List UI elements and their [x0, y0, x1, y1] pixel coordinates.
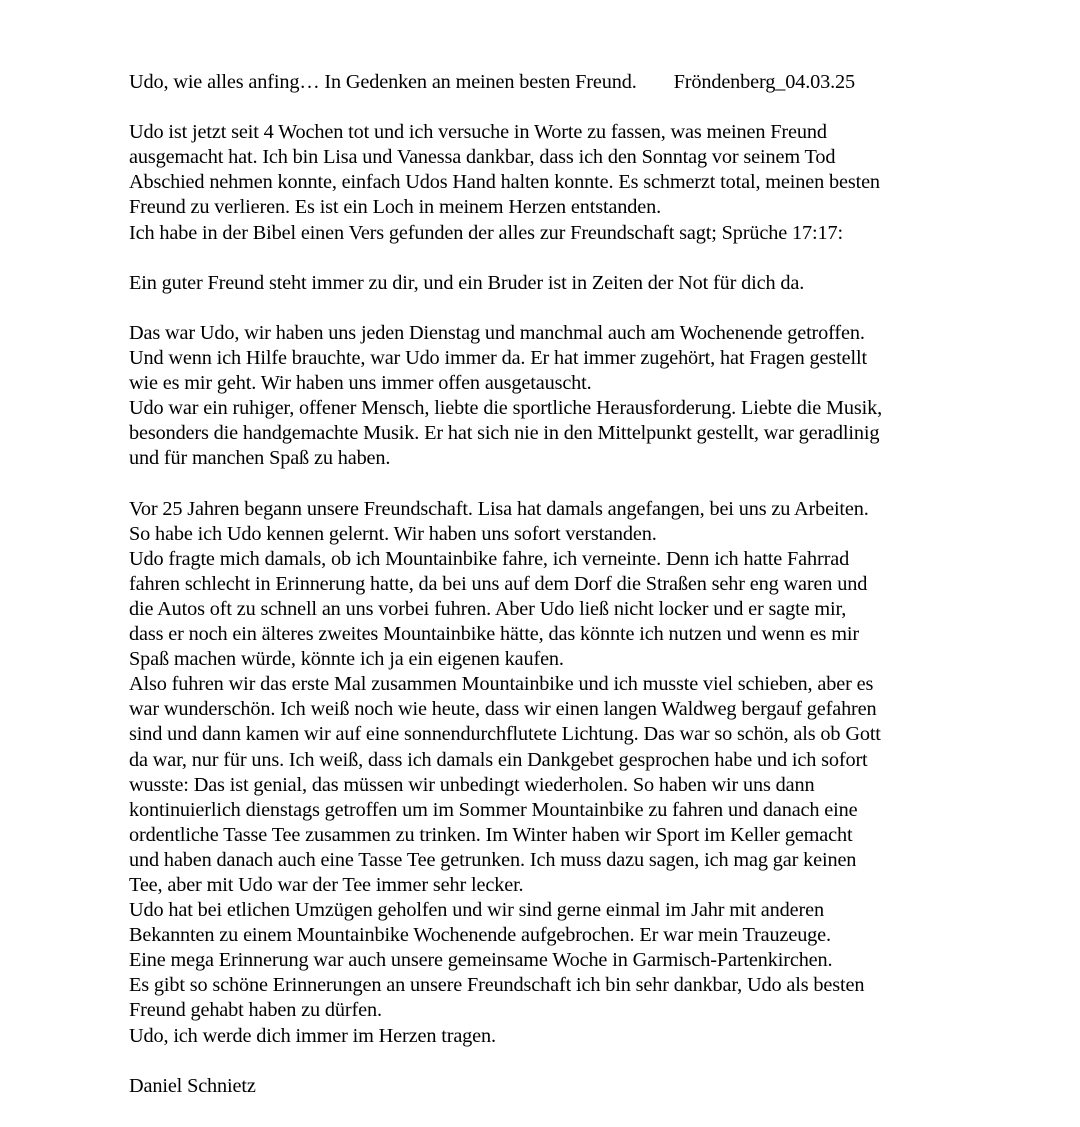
text-line: Abschied nehmen konnte, einfach Udos Hand halten konnte. Es schmerzt total, meinen besten [129, 171, 880, 194]
text-line: Freund zu verlieren. Es ist ein Loch in meinem Herzen entstanden. [129, 196, 662, 219]
text-line: die Autos oft zu schnell an uns vorbei fuhren. Aber Udo ließ nicht locker und er sagte mir, [129, 597, 847, 620]
paragraph [129, 120, 1029, 245]
text-line: So habe ich Udo kennen gelernt. Wir haben uns sofort verstanden. [129, 522, 657, 545]
signature: Daniel Schnietz [129, 1074, 256, 1097]
text-line: da war, nur für uns. Ich weiß, dass ich damals ein Dankgebet gesprochen habe und ich sofort [129, 748, 868, 771]
text-line: Ich habe in der Bibel einen Vers gefunden der alles zur Freundschaft sagt; Sprüche 17:17: [129, 221, 843, 244]
text-line: kontinuierlich dienstags getroffen um im Sommer Mountainbike zu fahren und danach eine [129, 798, 858, 821]
text-line: Udo ist jetzt seit 4 Wochen tot und ich versuche in Worte zu fassen, was meinen Freund [129, 121, 827, 144]
text-line: Spaß machen würde, könnte ich ja ein eigenen kaufen. [129, 648, 564, 671]
text-line: Ein guter Freund steht immer zu dir, und ein Bruder ist in Zeiten der Not für dich da. [129, 271, 805, 294]
text-line: Bekannten zu einem Mountainbike Wochenende aufgebrochen. Er war mein Trauzeuge. [129, 924, 831, 947]
text-line: Udo fragte mich damals, ob ich Mountainbike fahre, ich verneinte. Denn ich hatte Fahrrad [129, 547, 850, 570]
text-line: und haben danach auch eine Tasse Tee getrunken. Ich muss dazu sagen, ich mag gar keinen [129, 848, 857, 871]
document-title: Udo, wie alles anfing… In Gedenken an meinen besten Freund. [129, 71, 637, 93]
paragraph [129, 321, 1029, 472]
paragraph-gap [129, 1049, 1029, 1074]
paragraph-gap [129, 296, 1029, 321]
text-line: Vor 25 Jahren begann unsere Freundschaft. Lisa hat damals angefangen, bei uns zu Arbeiten. [129, 497, 869, 520]
text-line: wusste: Das ist genial, das müssen wir unbedingt wiederholen. So haben wir uns dann [129, 773, 815, 796]
paragraph-gap [129, 246, 1029, 271]
text-line: und für manchen Spaß zu haben. [129, 447, 391, 470]
text-line: ordentliche Tasse Tee zusammen zu trinken. Im Winter haben wir Sport im Keller gemacht [129, 823, 853, 846]
text-line: Es gibt so schöne Erinnerungen an unsere Freundschaft ich bin sehr dankbar, Udo als besten [129, 974, 865, 997]
text-line: Und wenn ich Hilfe brauchte, war Udo immer da. Er hat immer zugehört, hat Fragen gestellt [129, 347, 867, 370]
place-date: Fröndenberg_04.03.25 [673, 71, 856, 93]
text-line: Das war Udo, wir haben uns jeden Dienstag und manchmal auch am Wochenende getroffen. [129, 321, 865, 344]
text-line: wie es mir geht. Wir haben uns immer offen ausgetauscht. [129, 372, 592, 395]
text-line: besonders die handgemachte Musik. Er hat sich nie in den Mittelpunkt gestellt, war geradlinig [129, 422, 880, 445]
document-page [129, 70, 1029, 1099]
document-body [129, 120, 1029, 1048]
text-line: ausgemacht hat. Ich bin Lisa und Vanessa dankbar, dass ich den Sonntag vor seinem Tod [129, 146, 836, 169]
text-line: dass er noch ein älteres zweites Mountainbike hätte, das könnte ich nutzen und wenn es mir [129, 623, 859, 646]
bible-verse-paragraph [129, 271, 1029, 296]
text-line: Also fuhren wir das erste Mal zusammen Mountainbike und ich musste viel schieben, aber es [129, 673, 874, 696]
text-line: Udo hat bei etlichen Umzügen geholfen und wir sind gerne einmal im Jahr mit anderen [129, 899, 824, 922]
text-line: fahren schlecht in Erinnerung hatte, da bei uns auf dem Dorf die Straßen sehr eng waren und [129, 572, 868, 595]
text-line: sind und dann kamen wir auf eine sonnendurchflutete Lichtung. Das war so schön, als ob Gott [129, 723, 881, 746]
paragraph-gap [129, 472, 1029, 497]
text-line: Udo, ich werde dich immer im Herzen tragen. [129, 1024, 496, 1047]
text-line: Udo war ein ruhiger, offener Mensch, liebte die sportliche Herausforderung. Liebte die Musik, [129, 397, 883, 420]
paragraph [129, 497, 1029, 1049]
document-header [129, 70, 1029, 95]
text-line: Freund gehabt haben zu dürfen. [129, 999, 382, 1022]
paragraph-gap [129, 95, 1029, 120]
text-line: war wunderschön. Ich weiß noch wie heute, dass wir einen langen Waldweg bergauf gefahren [129, 698, 877, 721]
text-line: Eine mega Erinnerung war auch unsere gemeinsame Woche in Garmisch-Partenkirchen. [129, 949, 833, 972]
text-line: Tee, aber mit Udo war der Tee immer sehr lecker. [129, 874, 524, 896]
